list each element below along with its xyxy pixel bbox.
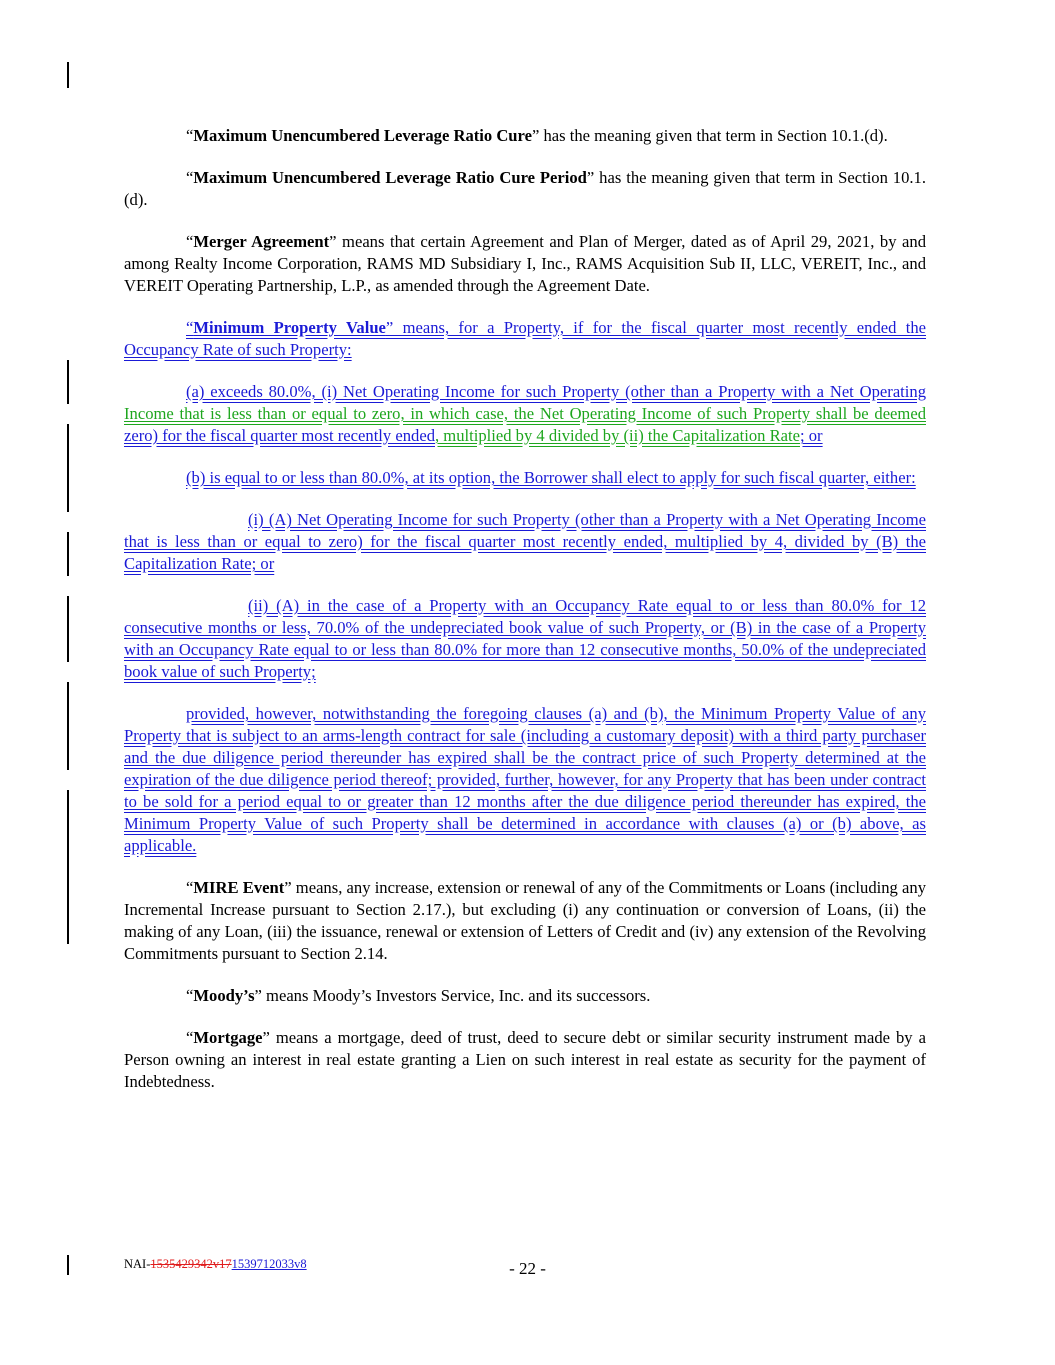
definition-paragraph: “Moody’s” means Moody’s Investors Service, Inc. and its successors. [186, 986, 651, 1005]
defined-term: Merger Agreement [193, 232, 330, 251]
defined-term: Moody’s [193, 986, 255, 1005]
change-bar [67, 790, 69, 944]
change-bar [67, 360, 69, 404]
change-bar [67, 682, 69, 770]
defined-term: Minimum Property Value [193, 318, 386, 337]
inserted-definition-paragraph: “Minimum Property Value” means, for a Property, if for the fiscal quarter most recently ended the Occupancy Rate of such Property: [124, 318, 926, 359]
inserted-subclause-i: (i) (A) Net Operating Income for such Property (other than a Property with a Net Operating Income that is less than or equal to zero) for the fiscal quarter most recently ended, multiplied by 4, divided by (B) the Capitalization Rate; or [124, 510, 926, 573]
defined-term: MIRE Event [193, 878, 285, 897]
document-body [124, 125, 926, 1113]
definition-paragraph: “Merger Agreement” means that certain Agreement and Plan of Merger, dated as of April 29, 2021, by and among Realty Income Corporation, RAMS MD Subsidiary I, Inc., RAMS Acquisition Sub II, LLC, VEREIT, Inc., and VEREIT Operating Partnership, L.P., as amended through the Agreement Date. [124, 232, 926, 295]
definition-paragraph: “Maximum Unencumbered Leverage Ratio Cure” has the meaning given that term in Section 10.1.(d). [186, 126, 888, 145]
page-number: - 22 - [509, 1259, 546, 1278]
change-bar [67, 62, 69, 88]
inserted-subclause-ii: (ii) (A) in the case of a Property with an Occupancy Rate equal to or less than 80.0% for 12 consecutive months or less, 70.0% of the undepreciated book value of such Property, or (B) in the case of a Property with an Occupancy Rate equal to or less than 80.0% for more than 12 consecutive months, 50.0% of the undepreciated book value of such Property; [124, 596, 926, 681]
change-bar [67, 596, 69, 662]
change-bar [67, 424, 69, 512]
definition-paragraph: “Mortgage” means a mortgage, deed of trust, deed to secure debt or similar security instrument made by a Person owning an interest in real estate granting a Lien on such interest in real estate as security for the payment of Indebtedness. [124, 1028, 926, 1091]
inserted-proviso: provided, however, notwithstanding the foregoing clauses (a) and (b), the Minimum Property Value of any Property that is subject to an arms-length contract for sale (including a customary deposit) with a third party purchaser and the due diligence period thereunder has expired shall be the contract price of such Property determined at the expiration of the due diligence period thereof; provided, further, however, for any Property that has been under contract to be sold for a period equal to or greater than 12 months after the due diligence period thereunder has expired, the Minimum Property Value of such Property shall be determined in accordance with clauses (a) or (b) above, as applicable. [124, 704, 926, 855]
inserted-doc-number: 1539712033v8 [231, 1257, 307, 1271]
inserted-clause-a: (a) exceeds 80.0%, (i) Net Operating Income for such Property (other than a Property with a Net Operating Income that is less than or equal to zero, in which case, the Net Operating Income of such Property shall be deemed zero) for the fiscal quarter most recently ended, multiplied by 4 divided by (ii) the Capitalization Rate; or [124, 382, 926, 445]
definition-paragraph: “MIRE Event” means, any increase, extension or renewal of any of the Commitments or Loans (including any Incremental Increase pursuant to Section 2.17.), but excluding (i) any continuation or conversion of Loans, (ii) the making of any Loan, (iii) the issuance, renewal or extension of Letters of Credit and (iv) any extension of the Revolving Commitments pursuant to Section 2.14. [124, 878, 926, 963]
defined-term: Mortgage [193, 1028, 263, 1047]
definition-paragraph: “Maximum Unencumbered Leverage Ratio Cure Period” has the meaning given that term in Section 10.1.(d). [124, 168, 926, 209]
deleted-doc-number: 1535429342v17 [150, 1257, 232, 1271]
inserted-clause-b: (b) is equal to or less than 80.0%, at its option, the Borrower shall elect to apply for such fiscal quarter, either: [186, 468, 916, 487]
document-id: NAI-1535429342v171539712033v8 [124, 1257, 307, 1271]
defined-term: Maximum Unencumbered Leverage Ratio Cure Period [193, 168, 587, 187]
change-bar [67, 532, 69, 576]
defined-term: Maximum Unencumbered Leverage Ratio Cure [193, 126, 532, 145]
